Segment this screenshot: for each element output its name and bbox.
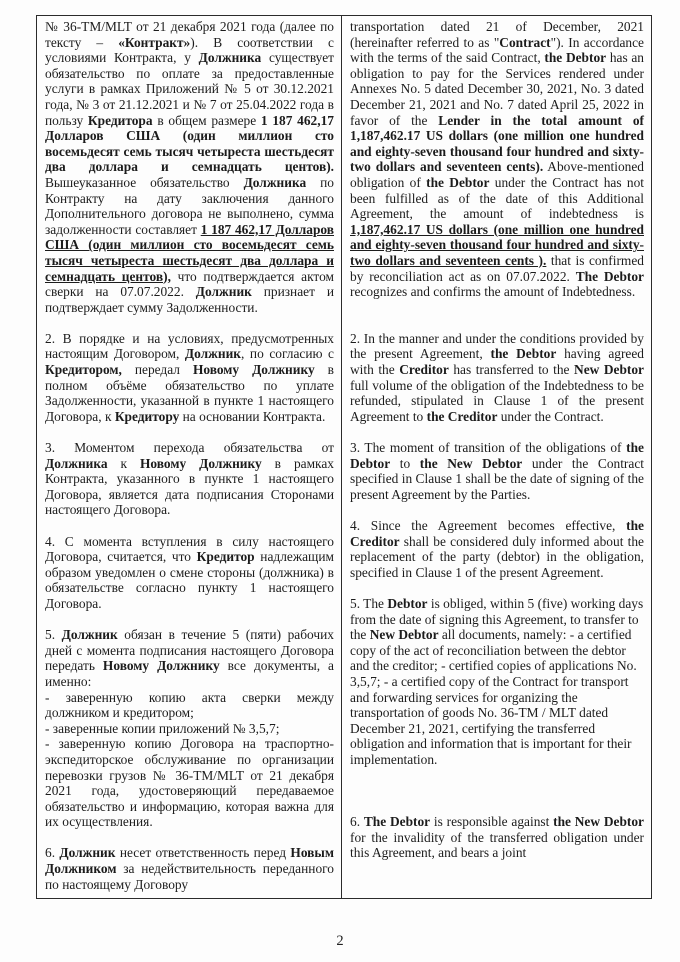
emphasized-text-run: Кредитором, bbox=[45, 362, 122, 378]
emphasized-text-run: Creditor bbox=[399, 362, 449, 378]
text-run: 5. bbox=[45, 627, 62, 643]
emphasized-text-run: the New Debtor bbox=[419, 455, 523, 471]
text-run: under the Contract has not been fulfilled as of the date of this Additional Agreement, the amount of indebtedness is bbox=[350, 174, 645, 222]
text-run: , по согласию с bbox=[241, 346, 334, 362]
emphasized-text-run: Новому Должнику bbox=[140, 455, 262, 471]
text-run: recognizes and confirms the amount of Indebtedness. bbox=[350, 284, 636, 300]
text-run: 2. In the manner and under the conditions provided by the present Agreement, bbox=[350, 330, 644, 362]
blank-line bbox=[350, 580, 644, 596]
text-run: under the Contract. bbox=[497, 408, 604, 424]
paragraph bbox=[45, 19, 334, 315]
text-run: 2. В порядке и на условиях, предусмотренных настоящим Договором, bbox=[45, 330, 334, 362]
bilingual-contract-table bbox=[36, 15, 652, 899]
emphasized-text-run: Кредитор bbox=[196, 549, 255, 565]
emphasized-text-run: Новым Должником bbox=[45, 845, 334, 877]
emphasized-text-run: Contract bbox=[499, 34, 551, 50]
text-run: - заверенную копию акта сверки между должником и кредитором; bbox=[45, 689, 334, 721]
emphasized-text-run: Должника bbox=[198, 50, 262, 66]
blank-line bbox=[350, 768, 644, 784]
emphasized-text-run: Должник bbox=[59, 845, 116, 861]
paragraph bbox=[45, 690, 334, 721]
paragraph bbox=[350, 331, 644, 425]
text-run: has an obligation to pay for the Services rendered under Annexes No. 5 dated December 30, 2021, No. 3 dated December 21, 2021 and No. 7 dated April 25, 2022 in favor of the bbox=[350, 50, 645, 128]
text-run: 6. bbox=[350, 814, 364, 830]
text-run: under the Contract specified in Clause 1 shall be the date of signing of the present Agreement by the Parties. bbox=[350, 455, 644, 502]
text-run: передал bbox=[121, 362, 193, 378]
blank-line bbox=[350, 300, 644, 316]
paragraph bbox=[45, 845, 334, 892]
emphasized-text-run: the Debtor bbox=[544, 50, 607, 66]
text-run: 4. С момента вступления в силу настоящего Договора, считается, что bbox=[45, 533, 334, 565]
text-run: несет ответственность перед bbox=[115, 845, 291, 861]
text-run: is responsible against bbox=[430, 814, 554, 830]
emphasized-text-run: Должника bbox=[45, 455, 108, 471]
emphasized-text-run: 1 187 462,17 Долларов США (один миллион сто восемьдесят семь тысяч четыреста шестьдесят два доллара и семнадцать центов), bbox=[45, 221, 334, 284]
text-run: is obliged, within 5 (five) working days from the date of signing this Agreement, to transfer to the bbox=[350, 595, 644, 643]
text-run: - заверенные копии приложений № 3,5,7; bbox=[45, 720, 280, 736]
text-run: 5. The bbox=[350, 595, 388, 611]
paragraph bbox=[350, 596, 644, 768]
emphasized-text-run: New Debtor bbox=[369, 627, 439, 643]
text-run: - заверенную копию Договора на траспортно-экспедиторское обслуживание по организации перевозки грузов № 36-TM/MLT от 21 декабря 2021 года, удостоверяющий передаваемое обязательство и информацию, которая важна для их осуществления. bbox=[45, 736, 334, 830]
text-run: № 36-TM/MLT от 21 декабря 2021 года (далее по тексту – bbox=[45, 19, 334, 50]
text-run: за недействительность переданного по настоящему Договору bbox=[45, 861, 334, 892]
text-run: 4. Since the Agreement becomes effective, bbox=[350, 518, 627, 533]
paragraph bbox=[45, 627, 334, 689]
emphasized-text-run: «Контракт» bbox=[118, 34, 191, 50]
text-run: to bbox=[390, 455, 420, 471]
emphasized-text-run: 1,187,462.17 US dollars (one million one hundred and eighty-seven thousand four hundred and sixty-two dollars and seventeen cents ). bbox=[350, 221, 644, 268]
paragraph bbox=[45, 721, 334, 737]
paragraph bbox=[350, 518, 644, 580]
blank-line bbox=[350, 502, 644, 518]
emphasized-text-run: the Creditor bbox=[426, 408, 498, 424]
emphasized-text-run: the Debtor bbox=[350, 440, 644, 471]
blank-line bbox=[45, 518, 334, 534]
emphasized-text-run: Кредитору bbox=[114, 408, 180, 424]
text-run: в общем размере bbox=[152, 112, 261, 128]
blank-line bbox=[350, 799, 644, 815]
text-run: к bbox=[107, 455, 140, 471]
text-run: 6. bbox=[45, 845, 60, 861]
text-run: все документы, а именно: bbox=[45, 658, 334, 689]
emphasized-text-run: Должник bbox=[195, 284, 252, 300]
text-run: full volume of the obligation of the Indebtedness to be refunded, stipulated in Clause 1 of the present Agreement to bbox=[350, 377, 644, 424]
emphasized-text-run: the New Debtor bbox=[553, 814, 644, 830]
text-run: shall be considered duly informed about the replacement of the party (debtor) in the obligation, specified in Clause 1 of the present Agreement. bbox=[350, 533, 644, 580]
text-run: надлежащим образом уведомлен о смене стороны (должника) в обязательстве согласно пункту 1 настоящего Договора. bbox=[45, 549, 334, 611]
emphasized-text-run: the Debtor bbox=[426, 174, 490, 190]
emphasized-text-run: 1 187 462,17 Долларов США (один миллион сто восемьдесят семь тысяч четыреста шестьдесят два доллара и семнадцать центов). bbox=[45, 112, 334, 175]
blank-line bbox=[45, 612, 334, 628]
emphasized-text-run: Должник bbox=[184, 346, 242, 362]
paragraph bbox=[350, 440, 644, 502]
russian-column bbox=[37, 16, 342, 898]
text-run: that is confirmed by reconciliation act as on 07.07.2022. bbox=[350, 252, 644, 284]
emphasized-text-run: the Debtor bbox=[490, 346, 557, 362]
emphasized-text-run: Lender in the total amount of 1,187,462.17 US dollars (one million one hundred and eighty-seven thousand four hundred and sixty-two dollars and seventeen cents). bbox=[350, 112, 644, 175]
page-number: 2 bbox=[336, 933, 344, 949]
emphasized-text-run: Debtor bbox=[387, 595, 428, 611]
emphasized-text-run: The Debtor bbox=[363, 814, 431, 830]
blank-line bbox=[350, 424, 644, 440]
text-run: all documents, namely: - a certified copy of the act of reconciliation between the debtor and the creditor; - certified copies of applications No. 3,5,7; - a certified copy of the Contract for transport and forwarding services for organizing the transportation of goods No. 36-TM / MLT dated December 21, 2021, certifying the transferred obligation and information that is important for their implementation. bbox=[350, 627, 637, 767]
emphasized-text-run: New Debtor bbox=[574, 362, 644, 378]
text-run: на основании Контракта. bbox=[179, 408, 326, 424]
text-run: ). В соответствии с условиями Контракта, у bbox=[45, 34, 334, 66]
text-run: 3. Моментом перехода обязательства от bbox=[45, 440, 334, 456]
blank-line bbox=[350, 783, 644, 799]
paragraph bbox=[45, 534, 334, 612]
text-run: существует обязательство по оплате за предоставленные услуги в рамках Приложений № 5 от 30.12.2021 года, № 3 от 21.12.2021 и № 7 от 25.04.2022 года в пользу bbox=[45, 50, 334, 128]
blank-line bbox=[45, 315, 334, 331]
paragraph bbox=[45, 736, 334, 830]
text-run: обязан в течение 5 (пяти) рабочих дней с момента подписания настоящего Договора передать bbox=[45, 627, 334, 674]
text-run: has transferred to the bbox=[448, 362, 575, 378]
emphasized-text-run: Новому Должнику bbox=[192, 362, 315, 378]
blank-line bbox=[350, 315, 644, 331]
blank-line bbox=[45, 424, 334, 440]
text-run: for the invalidity of the transferred obligation under this Agreement, and bears a joint bbox=[350, 829, 644, 861]
paragraph bbox=[45, 331, 334, 425]
text-run: 3. The moment of transition of the obligations of bbox=[350, 440, 627, 456]
emphasized-text-run: The Debtor bbox=[575, 268, 644, 284]
paragraph bbox=[45, 440, 334, 518]
text-run: transportation dated 21 of December, 2021 (hereinafter referred to as " bbox=[350, 19, 644, 50]
text-run: Вышеуказанное обязательство bbox=[45, 174, 244, 190]
text-run: в рамках Контракта, указанного в пункте 1 настоящего Договора, является дата подписания Сторонами настоящего Договора. bbox=[45, 455, 335, 518]
text-run: "). In accordance with the terms of the said Contract, bbox=[350, 34, 644, 66]
paragraph bbox=[350, 814, 644, 861]
emphasized-text-run: Должник bbox=[61, 627, 118, 643]
paragraph bbox=[350, 19, 644, 300]
emphasized-text-run: Должника bbox=[243, 174, 307, 190]
text-run: Above-mentioned obligation of bbox=[350, 159, 644, 190]
text-run: по Контракту на дату заключения данного Дополнительного договора не выполнено, сумма задолженности составляет bbox=[45, 174, 334, 237]
text-run: признает и подтверждает сумму Задолженности. bbox=[45, 284, 334, 315]
emphasized-text-run: Новому Должнику bbox=[102, 658, 220, 674]
text-run: having agreed with the bbox=[350, 346, 644, 378]
emphasized-text-run: the Creditor bbox=[350, 518, 644, 549]
blank-line bbox=[45, 830, 334, 846]
english-column bbox=[342, 16, 651, 898]
text-run: что подтверждается актом сверки на 07.07.2022. bbox=[45, 268, 334, 300]
text-run: в полном объёме обязательство по уплате Задолженности, указанной в пункте 1 настоящего Договора, к bbox=[45, 362, 334, 424]
emphasized-text-run: Кредитора bbox=[87, 112, 153, 128]
